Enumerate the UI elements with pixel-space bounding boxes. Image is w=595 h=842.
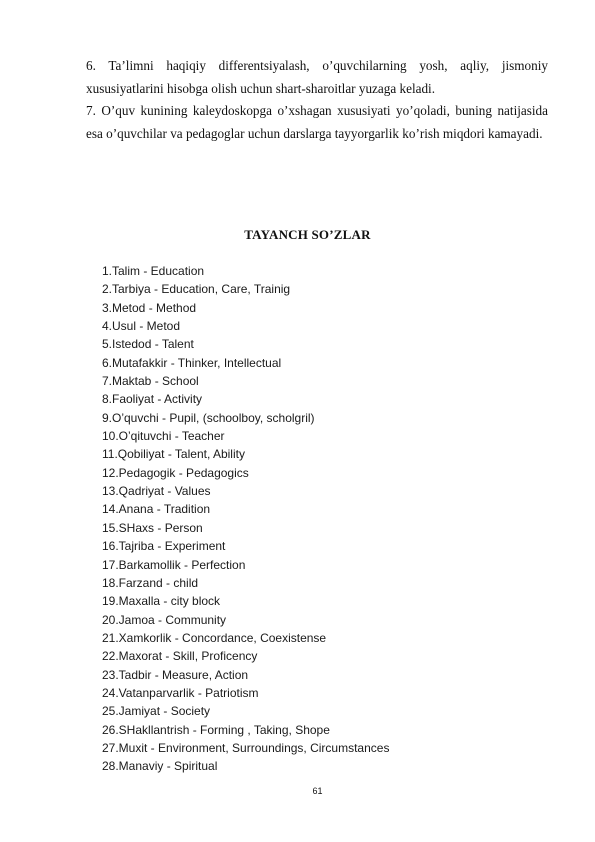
glossary-item: 15.SHaxs - Person bbox=[102, 520, 203, 535]
glossary-item: 21.Xamkorlik - Concordance, Coexistense bbox=[102, 630, 327, 645]
paragraph-item-7: 7. O’quv kunining kaleydoskopga o’xshagan xususiyati yo’qoladi, buning natijasida esa o’quvchilar va pedagoglar uchun darslarga tayyorgarlik ko’rish miqdori kamayadi. bbox=[86, 103, 548, 141]
glossary-item: 22.Maxorat - Skill, Proficency bbox=[102, 649, 258, 664]
glossary-item: 9.O’quvchi - Pupil, (schoolboy, scholgril) bbox=[102, 410, 315, 425]
glossary-item: 8.Faoliyat - Activity bbox=[102, 392, 203, 407]
glossary-item: 4.Usul - Metod bbox=[102, 319, 181, 334]
glossary-item: 25.Jamiyat - Society bbox=[102, 704, 211, 719]
page-number: 61 bbox=[312, 786, 323, 796]
glossary-item: 1.Talim - Education bbox=[102, 264, 205, 278]
glossary-item: 23.Tadbir - Measure, Action bbox=[102, 667, 249, 682]
glossary-item: 2.Tarbiya - Education, Care, Trainig bbox=[102, 282, 291, 297]
glossary-item: 19.Maxalla - city block bbox=[102, 594, 221, 609]
glossary-item: 20.Jamoa - Community bbox=[102, 612, 227, 627]
glossary-item: 11.Qobiliyat - Talent, Ability bbox=[102, 447, 245, 462]
glossary-item: 10.O’qituvchi - Teacher bbox=[102, 429, 225, 444]
glossary-item: 14.Anana - Tradition bbox=[102, 502, 211, 517]
glossary-item: 24.Vatanparvarlik - Patriotism bbox=[102, 685, 259, 700]
glossary-item: 27.Muxit - Environment, Surroundings, Circumstances bbox=[102, 740, 390, 755]
glossary-item: 13.Qadriyat - Values bbox=[102, 484, 211, 499]
section-heading: TAYANCH SO’ZLAR bbox=[244, 227, 371, 242]
glossary-item: 26.SHakllantrish - Forming , Taking, Shope bbox=[102, 722, 330, 737]
glossary-item: 6.Mutafakkir - Thinker, Intellectual bbox=[102, 355, 282, 370]
glossary-item: 5.Istedod - Talent bbox=[102, 337, 194, 352]
glossary-list bbox=[102, 262, 389, 776]
glossary-item: 28.Manaviy - Spiritual bbox=[102, 759, 218, 774]
glossary-item: 3.Metod - Method bbox=[102, 300, 197, 315]
glossary-item: 17.Barkamollik - Perfection bbox=[102, 557, 246, 572]
glossary-item: 18.Farzand - child bbox=[102, 575, 199, 590]
glossary-item: 16.Tajriba - Experiment bbox=[102, 539, 226, 554]
paragraph-item-6: 6. Ta’limni haqiqiy differentsiyalash, o’quvchilarning yosh, aqliy, jismoniy xususiyatlarini hisobga olish uchun shart-sharoitlar yuzaga keladi. bbox=[86, 58, 548, 96]
glossary-item: 7.Maktab - School bbox=[102, 374, 199, 389]
glossary-item: 12.Pedagogik - Pedagogics bbox=[102, 465, 249, 480]
